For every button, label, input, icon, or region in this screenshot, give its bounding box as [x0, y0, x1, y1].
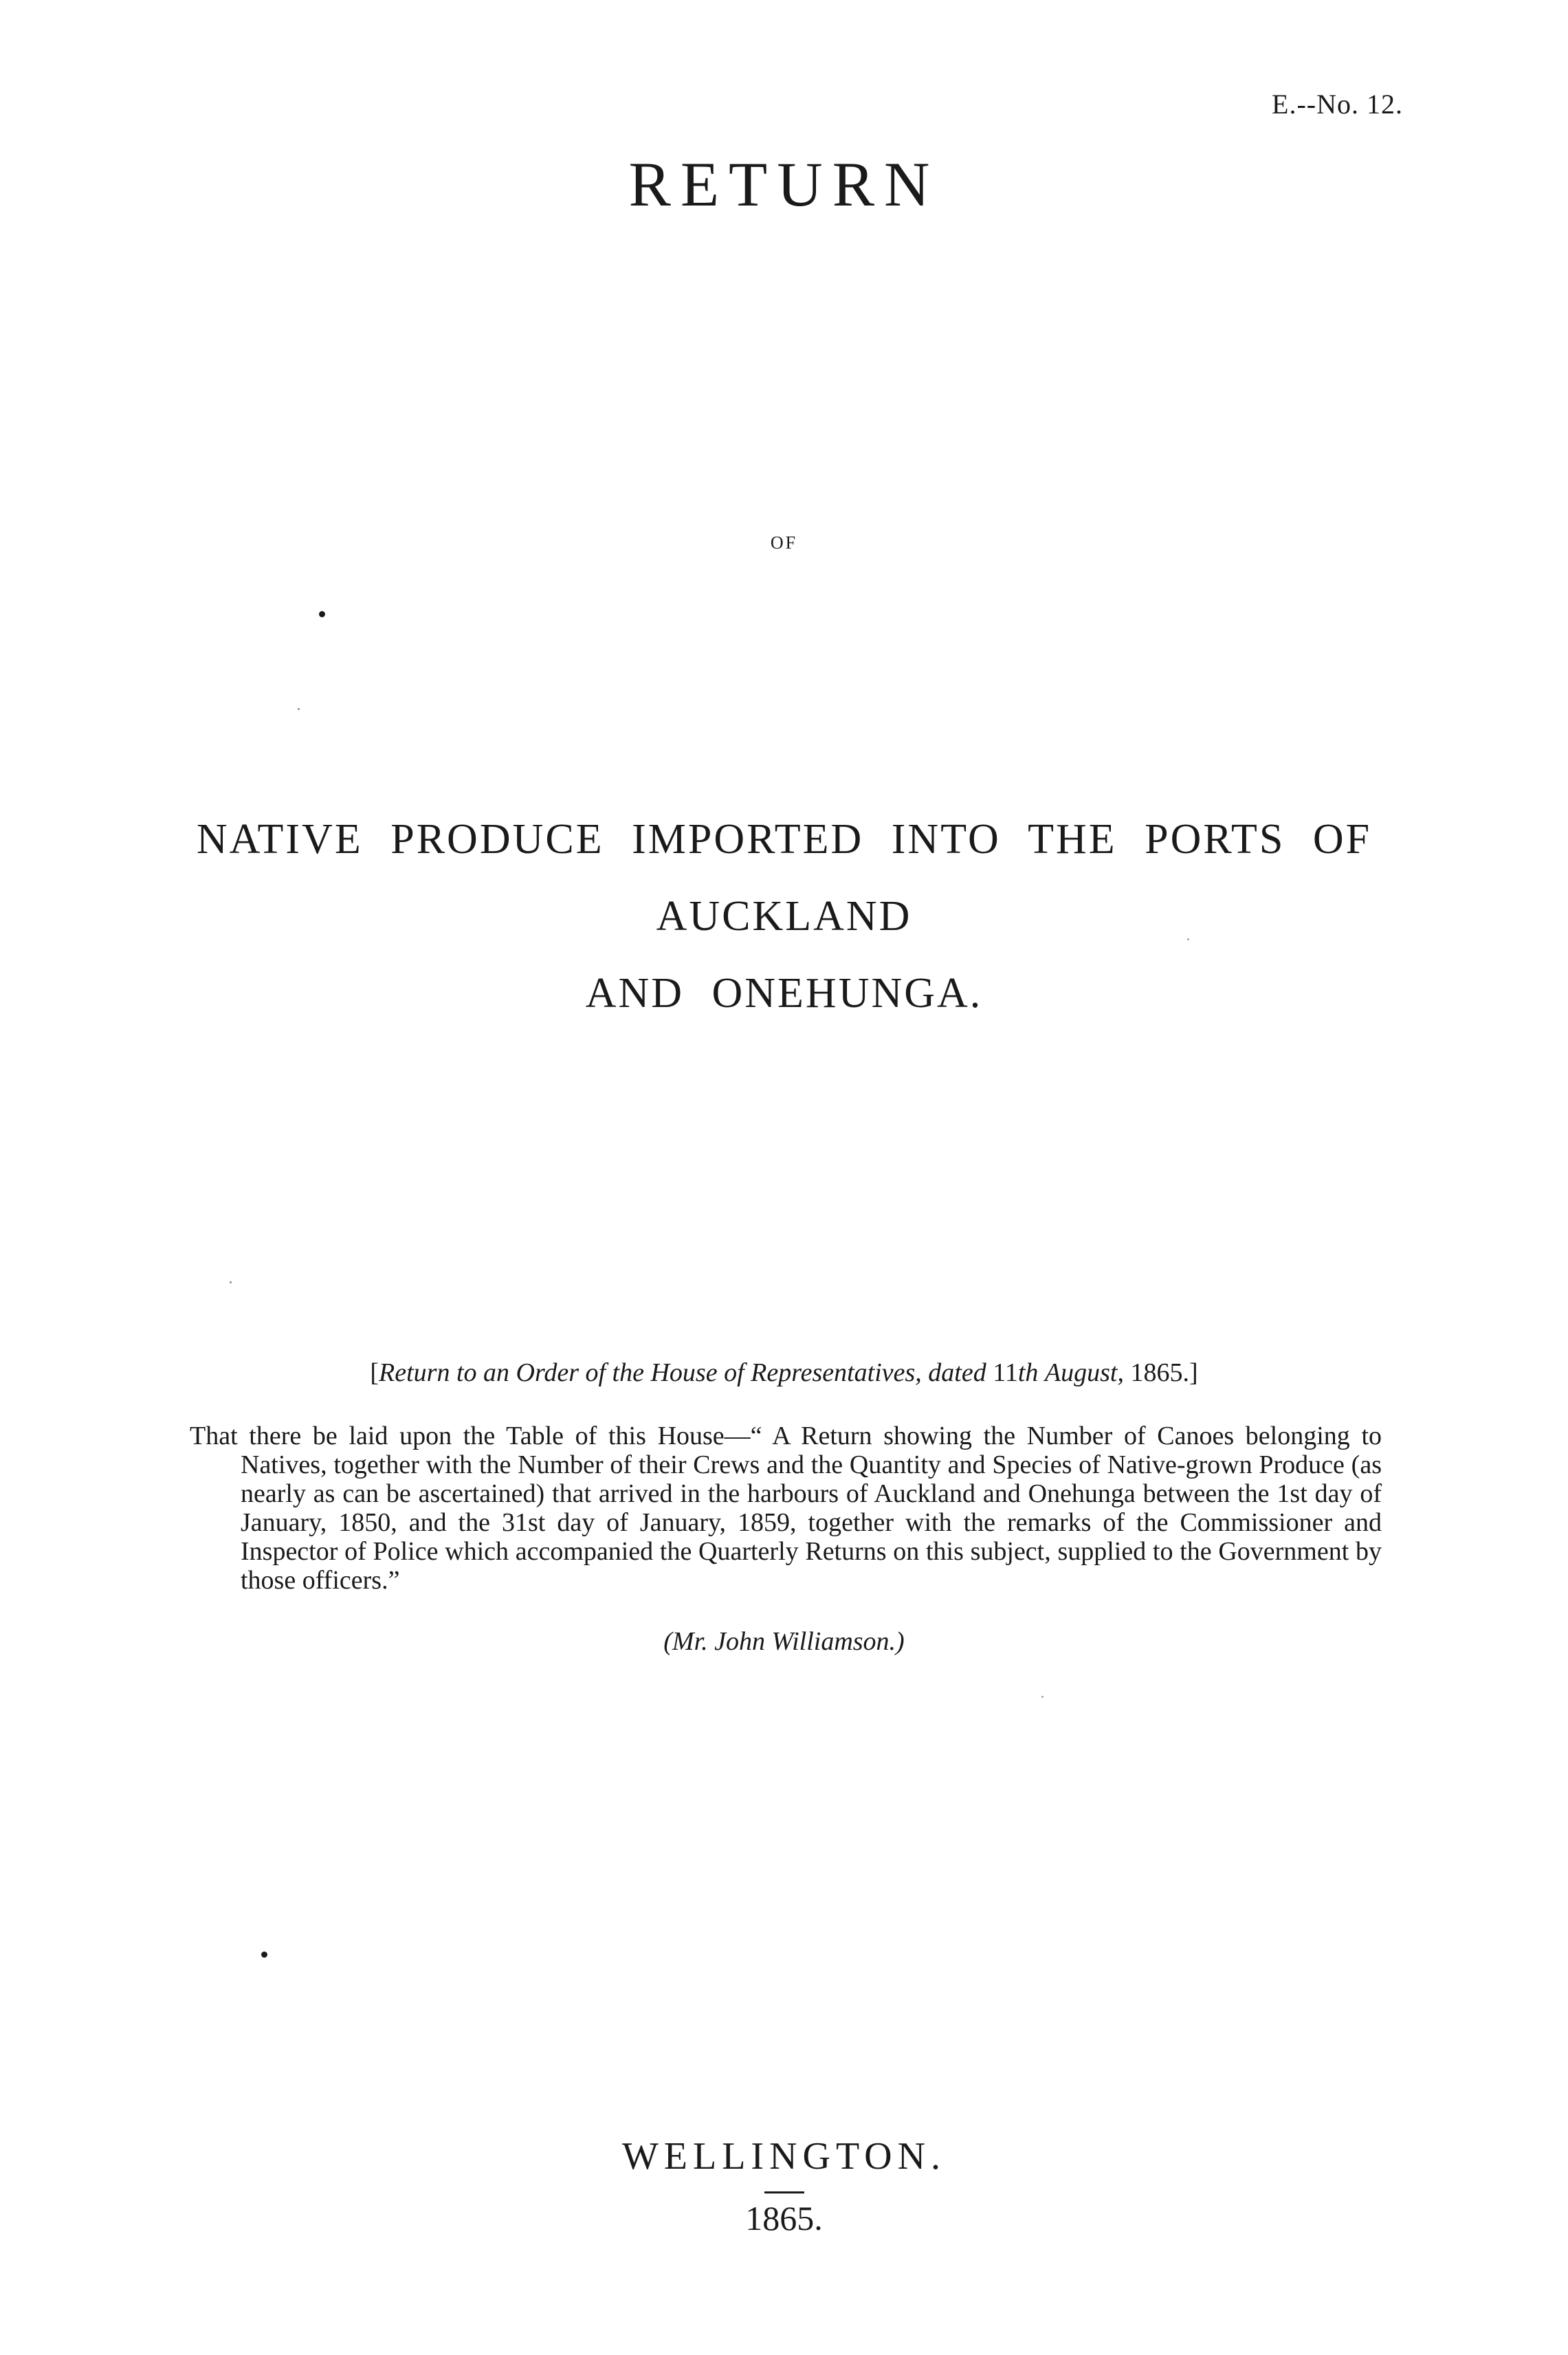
order-text: Return to an Order of the House of Representatives, dated [379, 1358, 993, 1387]
ink-speck [1187, 938, 1189, 940]
order-year: 1865. [1123, 1358, 1189, 1387]
order-open-bracket: [ [370, 1358, 379, 1387]
document-subject [172, 801, 1396, 1032]
resolution-text: That there be laid upon the Table of this House—“ A Return showing the Number of Canoes belonging to Natives, together with the Number of their Crews and the Quantity and Species of Native-grown Produce (as nearly as can be ascertained) that arrived in the harbours of Auckland and Onehunga between the 1st day of January, 1850, and the 31st day of January, 1859, together with the remarks of the Commissioner and Inspector of Police which accompanied the Quarterly Returns on this subject, supplied to the Government by those officers.” [190, 1422, 1382, 1595]
ink-speck [298, 708, 300, 710]
order-day: 11 [993, 1358, 1018, 1387]
imprint-rule [764, 2191, 804, 2193]
ink-speck [1041, 1696, 1044, 1698]
document-reference: E.--No. 12. [1272, 89, 1403, 120]
subject-line-2: AND ONEHUNGA. [585, 970, 983, 1017]
mover-name: (Mr. John Williamson.) [663, 1627, 905, 1656]
order-day-suffix: th [1017, 1358, 1039, 1387]
ink-speck [319, 611, 325, 617]
title-connector: OF [770, 533, 798, 553]
order-month: August, [1044, 1358, 1124, 1387]
imprint-year: 1865. [745, 2199, 823, 2237]
document-title: RETURN [628, 149, 940, 219]
order-reference [0, 1358, 1568, 1388]
ink-speck [230, 1281, 232, 1283]
imprint-place: WELLINGTON. [621, 2135, 947, 2178]
order-close-bracket: ] [1189, 1358, 1198, 1387]
subject-line-1: NATIVE PRODUCE IMPORTED INTO THE PORTS OF AUCKLAND [196, 816, 1372, 940]
order-space [1038, 1358, 1045, 1387]
ink-speck [261, 1952, 267, 1958]
